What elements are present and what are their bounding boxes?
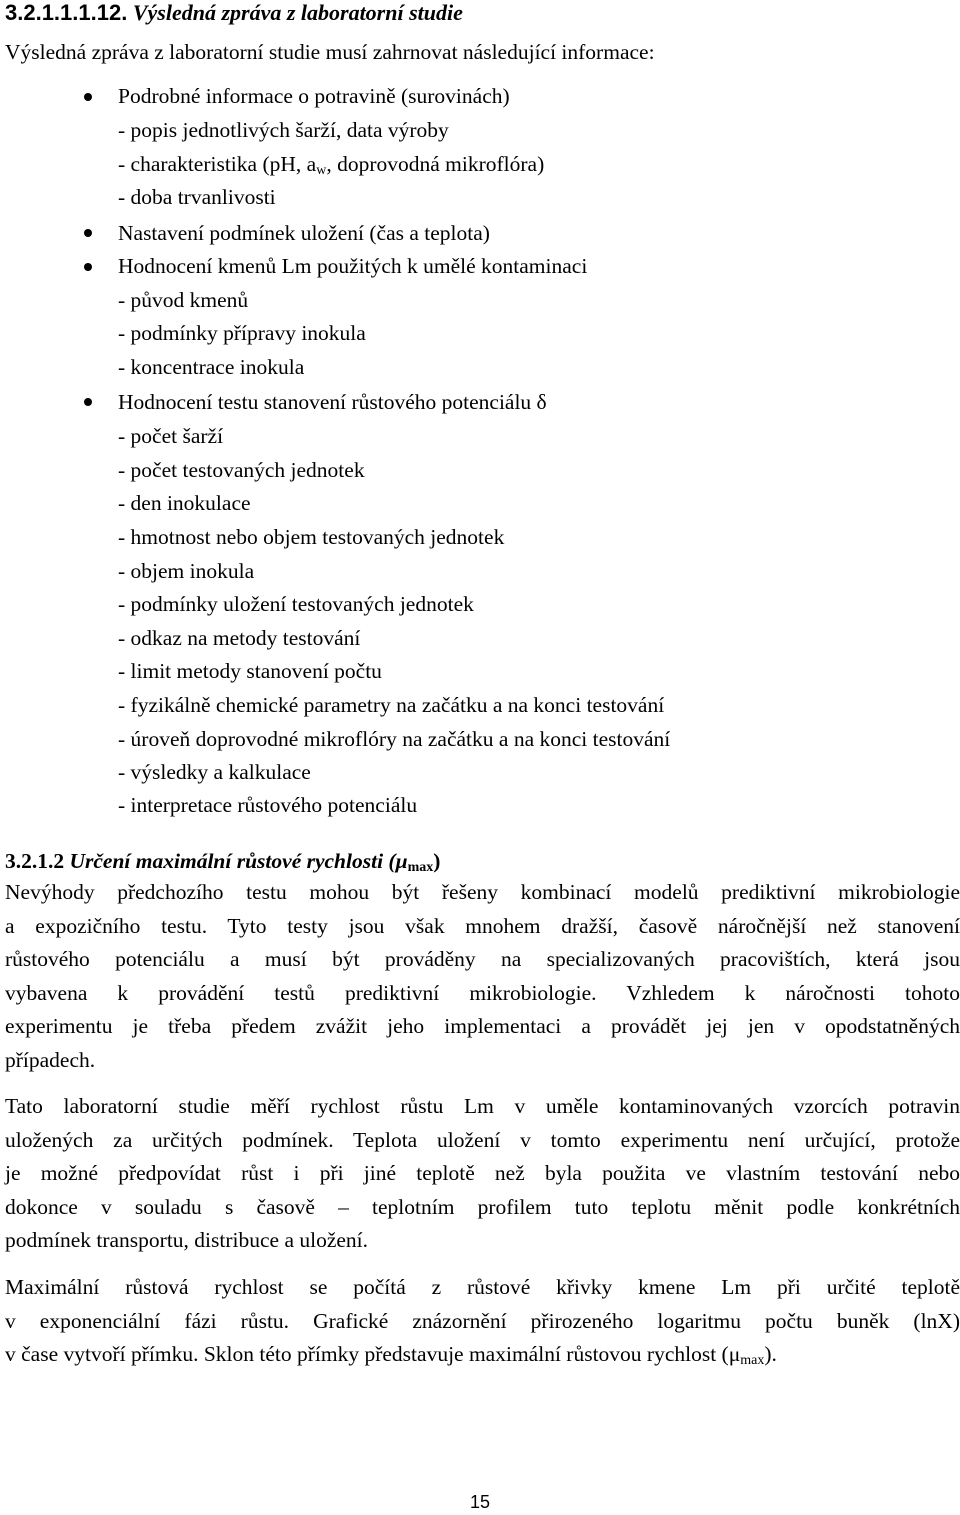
sub-item: - podmínky přípravy inokula <box>118 321 366 345</box>
paragraph: Maximální růstová rychlost se počítá z růstové křivky kmene Lm při určité teplotě v exponenciální fázi růstu. Grafické znázornění přirozeného logaritmu počtu buněk (lnX) v čase vytvoří přímku. Sklon této přímky představuje maximální růstovou rychlost $(\mu_{max})$. <box>5 1275 960 1368</box>
subsection-heading <box>5 847 440 875</box>
sub-item: - původ kmenů <box>118 288 249 312</box>
sub-item: - interpretace růstového potenciálu <box>118 793 418 817</box>
list-item: Nastavení podmínek uložení (čas a teplota) <box>118 221 490 245</box>
sub-item: - objem inokula <box>118 559 255 583</box>
sub-item: - úroveň doprovodné mikroflóry na začátku a na konci testování <box>118 727 671 751</box>
sub-item: - podmínky uložení testovaných jednotek <box>118 592 474 616</box>
subsection-title: Určení maximální růstové rychlosti $(\mu_{max})$ <box>69 849 441 875</box>
page-number: 15 <box>469 1492 491 1512</box>
list-item: Hodnocení kmenů Lm použitých k umělé kontaminaci <box>118 254 588 278</box>
section-title: Výsledná zpráva z laboratorní studie <box>132 0 463 25</box>
sub-item: - počet šarží <box>118 424 224 448</box>
sub-item: - hmotnost nebo objem testovaných jednotek <box>118 525 505 549</box>
sub-item: - popis jednotlivých šarží, data výroby <box>118 118 449 142</box>
sub-item: - doba trvanlivosti <box>118 185 276 209</box>
bullet-icon <box>84 398 92 406</box>
list-item: Hodnocení testu stanovení růstového potenciálu δ <box>118 390 547 414</box>
section-heading <box>5 0 463 27</box>
section-number: 3.2.1.1.1.12. <box>5 0 128 25</box>
paragraph: Tato laboratorní studie měří rychlost růstu Lm v uměle kontaminovaných vzorcích potravin uložených za určitých podmínek. Teplota uložení v tomto experimentu není určující, protože je možné předpovídat růst i při jiné teplotě než byla použita ve vlastním testování nebo dokonce v souladu s časově – teplotním profilem tuto teplotu měnit podle konkrétních podmínek transportu, distribuce a uložení. <box>5 1094 960 1252</box>
aw-subscript: w <box>316 163 327 178</box>
sub-item: - fyzikálně chemické parametry na začátku a na konci testování <box>118 693 665 717</box>
sub-item: - limit metody stanovení počtu <box>118 659 382 683</box>
subsection-number: 3.2.1.2 <box>5 849 65 873</box>
bullet-icon <box>84 229 92 237</box>
sub-item: - charakteristika (pH, $a_w$, doprovodná mikroflóra) <box>118 152 545 178</box>
sub-item: - odkaz na metody testování <box>118 626 361 650</box>
sub-item: - výsledky a kalkulace <box>118 760 311 784</box>
list-item: Podrobné informace o potravině (surovinách) <box>118 84 510 108</box>
intro-text: Výsledná zpráva z laboratorní studie musí zahrnovat následující informace: <box>5 40 655 64</box>
bullet-icon <box>84 263 92 271</box>
bullet-icon <box>84 93 92 101</box>
paragraph: Nevýhody předchozího testu mohou být řešeny kombinací modelů prediktivní mikrobiologie a expozičního testu. Tyto testy jsou však mnohem dražší, časově náročnější než stanovení růstového potenciálu a musí být prováděny na specializovaných pracovištích, která jsou vybavena k provádění testů prediktivní mikrobiologie. Vzhledem k náročnosti tohoto experimentu je třeba předem zvážit jeho implementaci a provádět jej jen v opodstatněných případech. <box>5 880 960 1072</box>
sub-item: - koncentrace inokula <box>118 355 305 379</box>
sub-item: - počet testovaných jednotek <box>118 458 365 482</box>
sub-item: - den inokulace <box>118 491 251 515</box>
